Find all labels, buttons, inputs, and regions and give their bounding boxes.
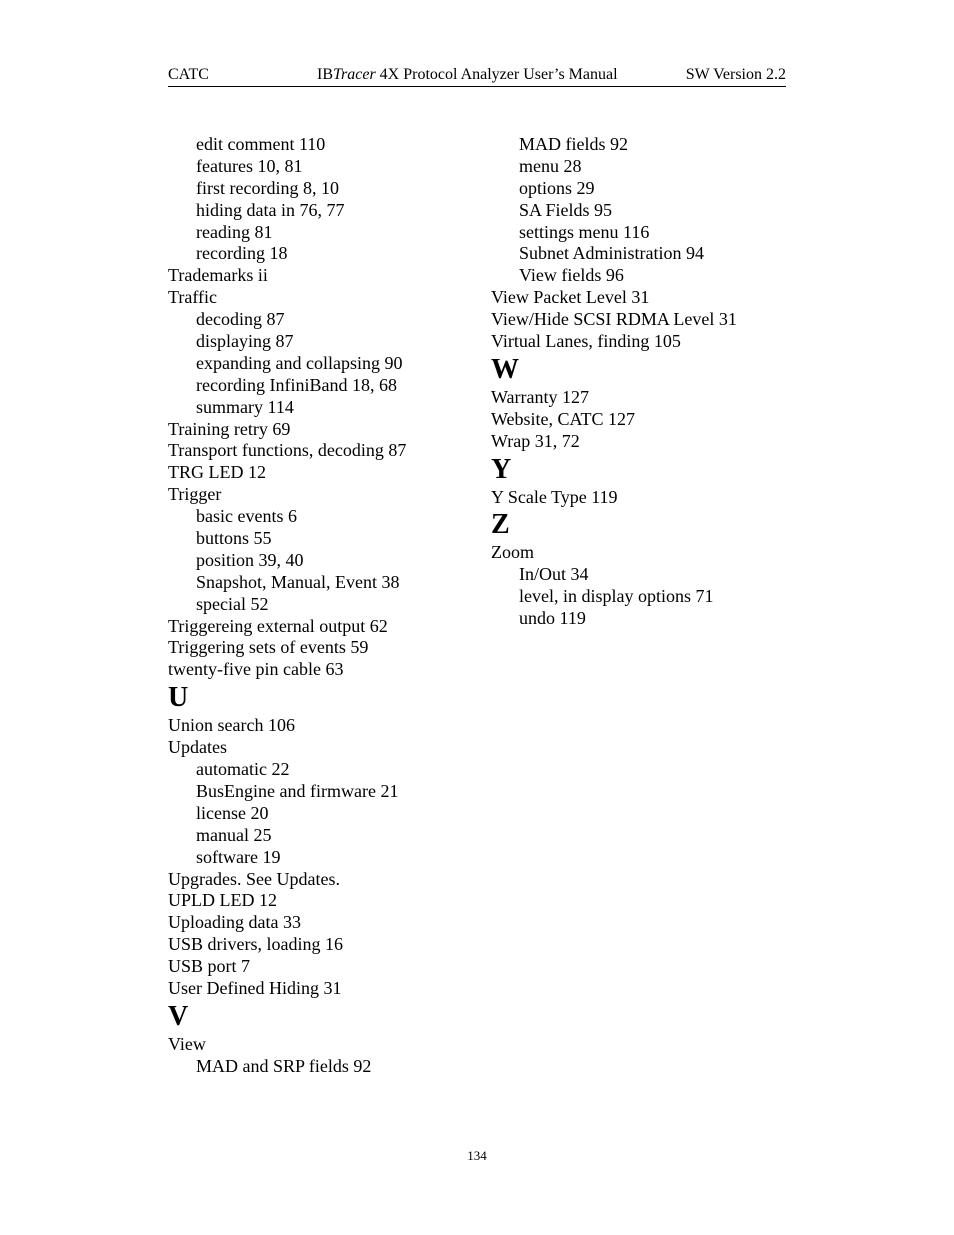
index-subentry: hiding data in 76, 77 <box>196 199 345 220</box>
index-subentry: Subnet Administration 94 <box>519 243 705 264</box>
index-subentry: undo 119 <box>519 608 586 629</box>
index-subentry: manual 25 <box>196 824 272 845</box>
index-subentry: buttons 55 <box>196 528 272 549</box>
index-entry: View <box>168 1033 206 1054</box>
index-entry: twenty-five pin cable 63 <box>168 659 344 680</box>
index-entry: USB drivers, loading 16 <box>168 934 343 955</box>
index-subentry: expanding and collapsing 90 <box>196 352 403 373</box>
index-subentry: recording InfiniBand 18, 68 <box>196 374 397 395</box>
index-letter-heading: Z <box>491 509 510 541</box>
index-entry: TRG LED 12 <box>168 462 266 483</box>
index-subentry: edit comment 110 <box>196 134 326 154</box>
index-entry: UPLD LED 12 <box>168 890 277 911</box>
index-subentry: reading 81 <box>196 221 273 242</box>
index-letter-heading: W <box>491 353 519 385</box>
index-entry: User Defined Hiding 31 <box>168 977 342 998</box>
index-column-left <box>168 134 468 1078</box>
index-letter-heading: U <box>168 682 189 714</box>
index-entry: Y Scale Type 119 <box>491 486 618 507</box>
header-title-italic: Tracer <box>333 66 376 83</box>
index-subentry: license 20 <box>196 802 269 823</box>
index-entry: Virtual Lanes, finding 105 <box>491 331 681 352</box>
index-subentry: first recording 8, 10 <box>196 177 339 198</box>
index-subentry: settings menu 116 <box>519 221 650 242</box>
header-version: SW Version 2.2 <box>685 66 786 83</box>
index-subentry: options 29 <box>519 177 595 198</box>
index-subentry: special 52 <box>196 593 269 614</box>
index-subentry: decoding 87 <box>196 309 285 330</box>
index-subentry: Snapshot, Manual, Event 38 <box>196 571 400 592</box>
index-entry: View/Hide SCSI RDMA Level 31 <box>491 309 737 330</box>
header-company: CATC <box>168 66 209 83</box>
index-entry: Trigger <box>168 484 222 505</box>
header-title-suffix: 4X Protocol Analyzer User’s Manual <box>375 66 618 83</box>
index-subentry: position 39, 40 <box>196 549 304 570</box>
index-entry: Upgrades. See Updates. <box>168 868 340 889</box>
index-entry: Warranty 127 <box>491 386 590 407</box>
index-entry: Training retry 69 <box>168 418 291 439</box>
index-entry: Transport functions, decoding 87 <box>168 440 407 461</box>
index-entry: Zoom <box>491 542 534 563</box>
index-subentry: menu 28 <box>519 155 582 176</box>
index-letter-heading: Y <box>491 453 512 485</box>
index-entry: View Packet Level 31 <box>491 287 650 308</box>
index-entry: Wrap 31, 72 <box>491 430 580 451</box>
index-entry: Uploading data 33 <box>168 912 301 933</box>
index-subentry: MAD and SRP fields 92 <box>196 1055 372 1076</box>
index-subentry: basic events 6 <box>196 506 297 527</box>
index-subentry: level, in display options 71 <box>519 586 714 607</box>
index-entry: Union search 106 <box>168 715 295 736</box>
index-entry: Triggering sets of events 59 <box>168 637 369 658</box>
index-entry: Website, CATC 127 <box>491 408 636 429</box>
index-subentry: MAD fields 92 <box>519 134 628 154</box>
index-subentry: summary 114 <box>196 396 294 417</box>
index-subentry: features 10, 81 <box>196 155 303 176</box>
header-manual-title <box>317 66 618 84</box>
index-entry: Updates <box>168 737 227 758</box>
index-subentry: displaying 87 <box>196 331 294 352</box>
index-subentry: BusEngine and firmware 21 <box>196 780 399 801</box>
index-subentry: recording 18 <box>196 243 288 264</box>
index-entry: Traffic <box>168 287 217 308</box>
index-subentry: software 19 <box>196 846 281 867</box>
index-letter-heading: V <box>168 1000 189 1032</box>
page-header <box>168 66 786 87</box>
index-entry: USB port 7 <box>168 956 251 977</box>
index-entry: Triggereing external output 62 <box>168 615 388 636</box>
index-column-right <box>491 134 791 630</box>
index-subentry: automatic 22 <box>196 759 290 780</box>
page-number: 134 <box>467 1148 487 1163</box>
header-title-prefix: IB <box>317 66 333 83</box>
index-entry: Trademarks ii <box>168 265 268 286</box>
index-subentry: SA Fields 95 <box>519 199 613 220</box>
index-subentry: View fields 96 <box>519 265 624 286</box>
index-subentry: In/Out 34 <box>519 564 589 585</box>
